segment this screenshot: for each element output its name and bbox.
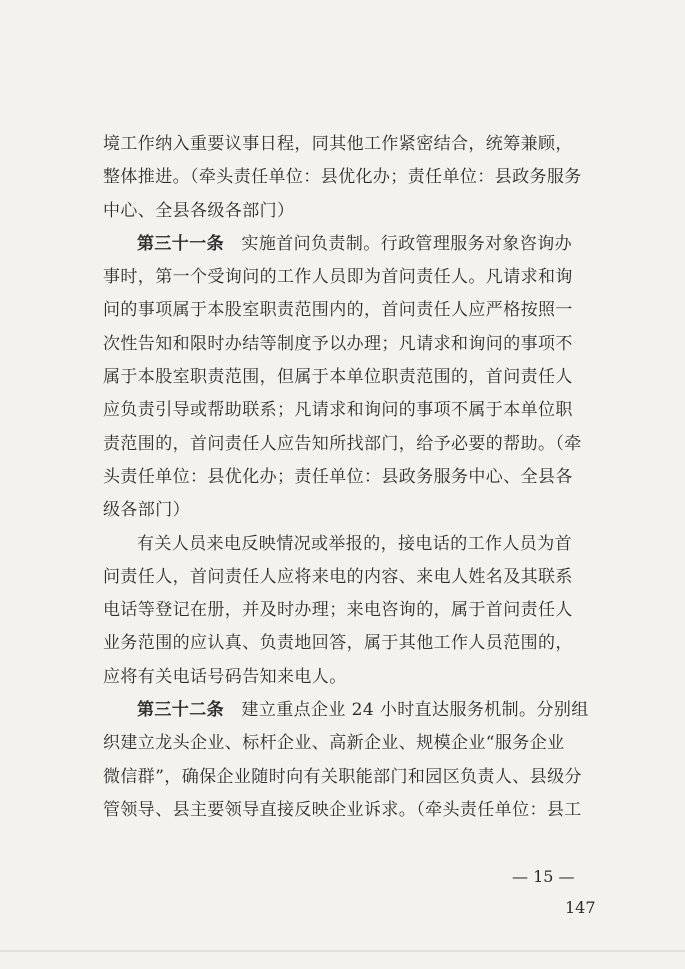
article-31-first-line: [103, 228, 593, 261]
text-line: 级各部门）: [103, 500, 190, 521]
text-line: 问的事项属于本股室职责范围内的，首问责任人应严格按照一: [103, 300, 573, 321]
archive-page-number: 147: [565, 898, 596, 917]
text-line: 应将有关电话号码告知来电人。: [103, 666, 347, 687]
text-line: 有关人员来电反映情况或举报的，接电话的工作人员为首: [137, 533, 572, 554]
article-32-first-line: [103, 694, 593, 727]
bottom-divider: [0, 950, 685, 952]
text-line: 问责任人，首问责任人应将来电的内容、来电人姓名及其联系: [103, 566, 573, 587]
text-line: 电话等登记在册，并及时办理；来电咨询的，属于首问责任人: [103, 600, 573, 621]
text-line: 建立重点企业 24 小时直达服务机制。分别组: [241, 700, 589, 721]
text-line: 头责任单位：县优化办；责任单位：县政务服务中心、全县各: [103, 466, 573, 487]
text-line: 事时，第一个受询问的工作人员即为首问责任人。凡请求和询: [103, 267, 573, 288]
text-line: 整体推进。（牵头责任单位：县优化办；责任单位：县政务服务: [103, 167, 582, 188]
text-line: 管领导、县主要领导直接反映企业诉求。（牵头责任单位：县工: [103, 799, 582, 820]
text-line: 责范围的，首问责任人应告知所找部门，给予必要的帮助。（牵: [103, 433, 582, 454]
text-line: 业务范围的应认真、负责地回答，属于其他工作人员范围的，: [103, 633, 573, 654]
article-32-heading: 第三十二条: [137, 700, 224, 721]
text-line: 次性告知和限时办结等制度予以办理；凡请求和询问的事项不: [103, 333, 573, 354]
page-number: — 15 —: [512, 867, 575, 886]
text-line: 实施首问负责制。行政管理服务对象咨询办: [241, 233, 573, 254]
text-line: 属于本股室职责范围，但属于本单位职责范围的，首问责任人: [103, 367, 573, 388]
body-text: [103, 128, 593, 827]
text-line: 中心、全县各级各部门）: [103, 200, 295, 221]
article-31-heading: 第三十一条: [137, 233, 224, 254]
text-line: 织建立龙头企业、标杆企业、高新企业、规模企业“服务企业: [103, 733, 565, 754]
text-line: 境工作纳入重要议事日程，同其他工作紧密结合，统筹兼顾，: [103, 134, 573, 154]
text-line: 微信群”，确保企业随时向有关职能部门和园区负责人、县级分: [103, 766, 582, 787]
text-line: 应负责引导或帮助联系；凡请求和询问的事项不属于本单位职: [103, 400, 573, 421]
